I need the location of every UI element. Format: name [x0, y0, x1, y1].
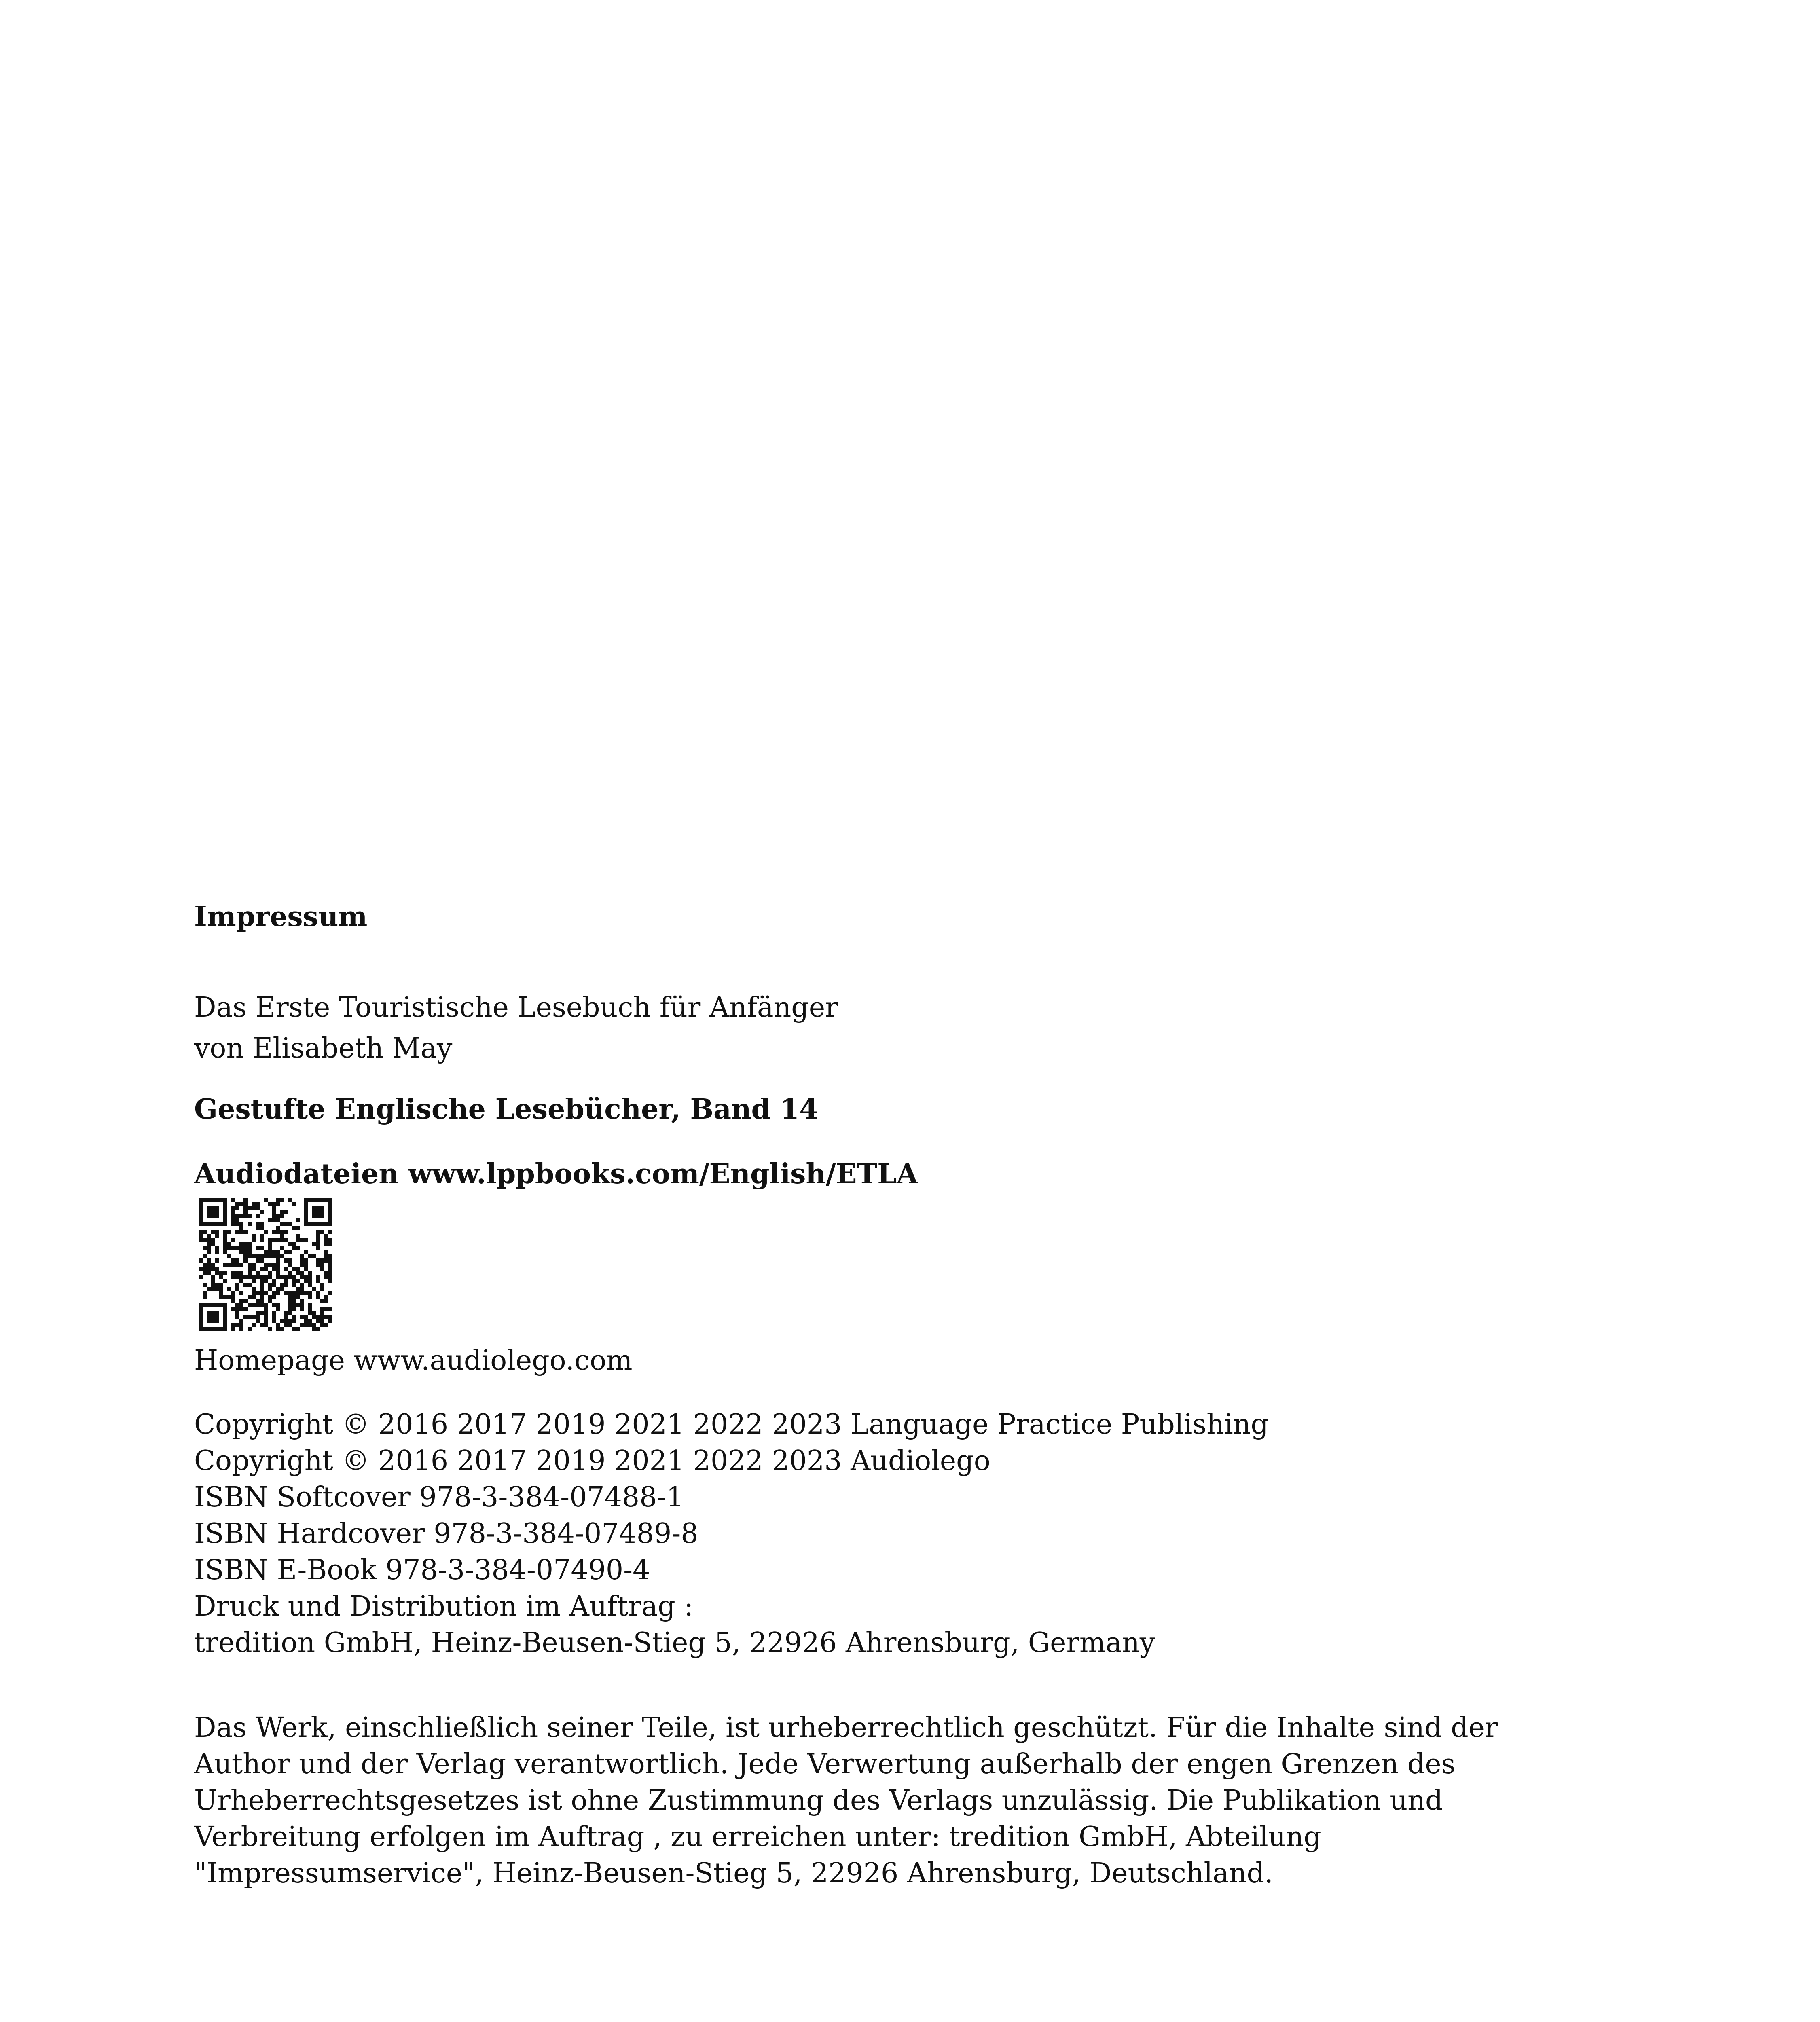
imprint-heading: Impressum [194, 901, 368, 933]
isbn-line: ISBN Softcover 978-3-384-07488-1 [194, 1481, 684, 1513]
series-line: Gestufte Englische Lesebücher, Band 14 [194, 1093, 819, 1125]
isbn-line: ISBN E-Book 978-3-384-07490-4 [194, 1554, 650, 1586]
homepage-line: Homepage www.audiolego.com [194, 1345, 633, 1377]
publisher-address-line: tredition GmbH, Heinz-Beusen-Stieg 5, 22926 Ahrensburg, Germany [194, 1627, 1155, 1659]
qr-code-icon [199, 1198, 332, 1331]
copyright-line: Copyright © 2016 2017 2019 2021 2022 2023 Language Practice Publishing [194, 1409, 1269, 1440]
book-title: Das Erste Touristische Lesebuch für Anfänger [194, 992, 838, 1024]
legal-notice-line: Das Werk, einschließlich seiner Teile, ist urheberrechtlich geschützt. Für die Inhalte sind der [194, 1712, 1498, 1744]
isbn-line: ISBN Hardcover 978-3-384-07489-8 [194, 1518, 698, 1550]
legal-notice-line: Verbreitung erfolgen im Auftrag , zu erreichen unter: tredition GmbH, Abteilung [194, 1821, 1321, 1853]
author-line: von Elisabeth May [194, 1032, 453, 1064]
legal-notice-line: Urheberrechtsgesetzes ist ohne Zustimmung des Verlags unzulässig. Die Publikation und [194, 1785, 1443, 1817]
copyright-line: Copyright © 2016 2017 2019 2021 2022 2023 Audiolego [194, 1445, 990, 1477]
audio-files-line: Audiodateien www.lppbooks.com/English/ETLA [194, 1158, 918, 1190]
legal-notice-line: "Impressumservice", Heinz-Beusen-Stieg 5, 22926 Ahrensburg, Deutschland. [194, 1857, 1273, 1889]
legal-notice-line: Author und der Verlag verantwortlich. Jede Verwertung außerhalb der engen Grenzen des [194, 1748, 1456, 1780]
distribution-line: Druck und Distribution im Auftrag : [194, 1591, 694, 1622]
